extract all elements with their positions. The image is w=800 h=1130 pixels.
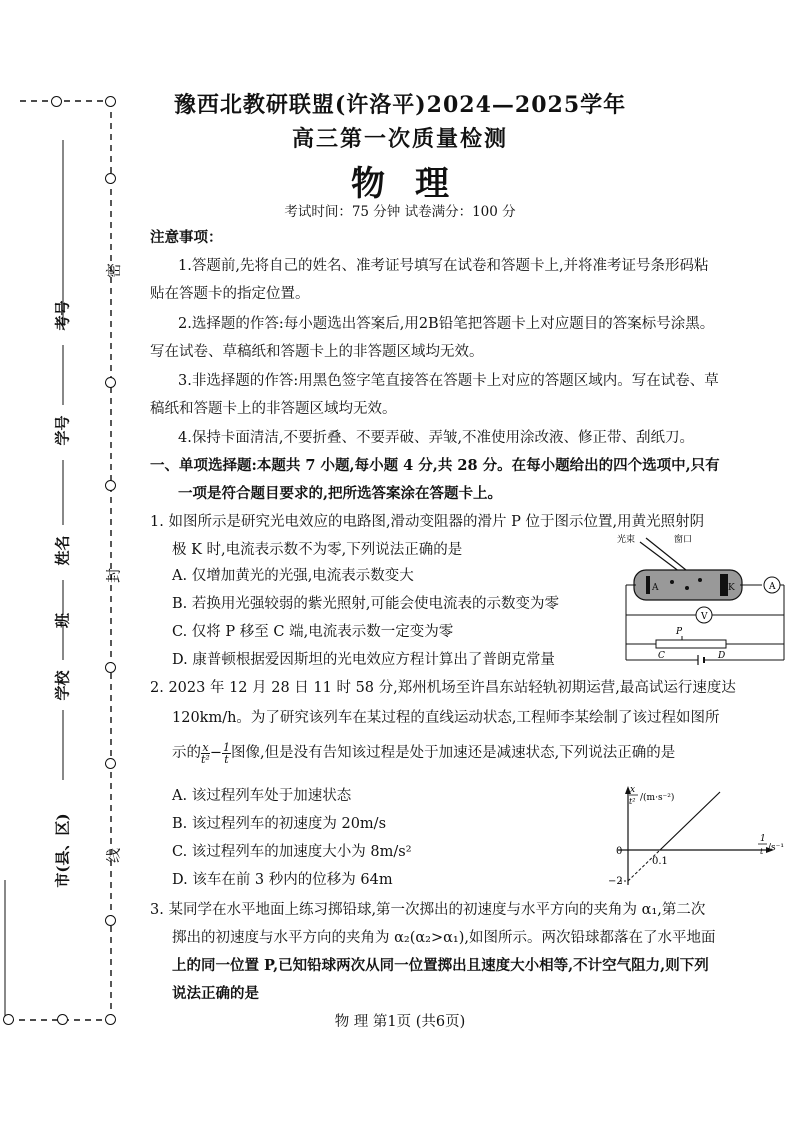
exam-meta: 考试时间：75 分钟 试卷满分：100 分 [284, 204, 516, 220]
note-3-cont: 稿纸和答题卡上的非答题区域均无效。 [150, 401, 397, 417]
binding-hole [105, 915, 116, 926]
exam-subtitle: 高三第一次质量检测 [291, 126, 508, 152]
q3-stem-line3: 上的同一位置 P,已知铅球两次从同一位置掷出且速度大小相等,不计空气阻力,则下列 [172, 957, 709, 974]
voltmeter-label: V [701, 612, 708, 622]
x-axis-frac-num: 1 [760, 834, 766, 844]
school-label: 学校 [53, 670, 72, 701]
note-4: 4.保持卡面清洁,不要折叠、不要弄破、弄皱,不准使用涂改液、修正带、刮纸刀。 [178, 430, 695, 446]
origin-label: 0 [616, 846, 623, 857]
slider-p-label: P [676, 627, 683, 637]
rheostat [656, 640, 726, 648]
q2-option-d: D. 该车在前 3 秒内的位移为 64m [172, 872, 393, 888]
q1-stem: 1. 如图所示是研究光电效应的电路图,滑动变阻器的滑片 P 位于图示位置,用黄光照射阴 [150, 514, 705, 530]
q3-stem: 3. 某同学在水平地面上练习掷铅球,第一次掷出的初速度与水平方向的夹角为 α₁,第二次 [150, 902, 706, 918]
q2-stem3-prefix: 示的 [172, 745, 201, 761]
binding-hole [105, 377, 116, 388]
seal-char-xian: 线 [104, 848, 123, 864]
x-intercept-label: 0.1 [652, 856, 668, 867]
y-axis-frac-num: x [630, 785, 636, 795]
x-over-t2-vs-1-over-t-graph [598, 780, 798, 892]
ammeter-label: A [769, 582, 776, 592]
seal-char-feng: 封 [104, 568, 123, 584]
end-c-label: C [658, 651, 665, 661]
q2-stem-cont: 120km/h。为了研究该列车在某过程的直线运动状态,工程师李某绘制了该过程如图所 [172, 710, 720, 726]
binding-hole [105, 662, 116, 673]
q1-option-a: A. 仅增加黄光的光强,电流表示数变大 [172, 568, 414, 584]
q2-option-a: A. 该过程列车处于加速状态 [172, 788, 352, 804]
q2-option-c: C. 该过程列车的加速度大小为 8m/s² [172, 844, 412, 860]
q1-option-b: B. 若换用光强较弱的紫光照射,可能会使电流表的示数变为零 [172, 596, 559, 612]
light-beam-label: 光束 [617, 535, 636, 545]
note-1-cont: 贴在答题卡的指定位置。 [150, 286, 310, 302]
exam-title: 豫西北教研联盟(许洛平)2024—2025学年 [173, 92, 627, 118]
section-heading: 一、单项选择题:本题共 7 小题,每小题 4 分,共 28 分。在每小题给出的四个选项中,只有 [150, 457, 720, 474]
x-axis-frac-den: t [760, 847, 764, 856]
name-label: 姓名 [53, 535, 72, 566]
binding-hole [105, 480, 116, 491]
y-axis-unit: /(m·s⁻²) [640, 793, 675, 803]
q1-stem-cont: 极 K 时,电流表示数不为零,下列说法正确的是 [172, 542, 463, 558]
q1-option-d: D. 康普顿根据爱因斯坦的光电效应方程计算出了普朗克常量 [172, 652, 555, 668]
anode-label: A [652, 583, 659, 593]
cathode-label: K [728, 583, 735, 593]
fraction-dash: − [209, 745, 222, 761]
note-3: 3.非选择题的作答:用黑色签字笔直接答在答题卡上对应的答题区域内。写在试卷、草 [178, 373, 719, 389]
city-county-label: 市(县、区) [53, 813, 72, 888]
fraction-1-over-t: $\frac{1}{t}$ [223, 740, 230, 766]
page-footer: 物 理 第1页 (共6页) [334, 1014, 466, 1030]
seal-char-mi: 密 [104, 263, 123, 279]
end-d-label: D [718, 651, 726, 661]
x-axis-unit: /s⁻¹ [768, 843, 785, 853]
note-2: 2.选择题的作答:每小题选出答案后,用2B铅笔把答题卡上对应题目的答案标号涂黑。 [178, 316, 715, 332]
photoelectric-circuit-figure [612, 530, 792, 670]
q2-option-b: B. 该过程列车的初速度为 20m/s [172, 816, 387, 832]
note-2-cont: 写在试卷、草稿纸和答题卡上的非答题区域均无效。 [150, 344, 484, 360]
q3-stem-line4: 说法正确的是 [172, 985, 259, 1002]
y-axis-frac-den: t² [629, 797, 636, 806]
student-id-label: 学号 [53, 415, 72, 446]
q3-stem-cont: 掷出的初速度与水平方向的夹角为 α₂(α₂>α₁),如图所示。两次铅球都落在了水平地面 [172, 930, 716, 946]
q2-stem3-suffix: 图像,但是没有告知该过程是处于加速还是减速状态,下列说法正确的是 [231, 745, 676, 761]
fraction-x-over-t2: $\frac{x}{\text{t²}}$ [201, 740, 210, 766]
notes-heading: 注意事项： [150, 229, 223, 246]
note-1: 1.答题前,先将自己的姓名、准考证号填写在试卷和答题卡上,并将准考证号条形码粘 [178, 258, 709, 274]
subject-title: 物理 [351, 164, 479, 204]
binding-hole [105, 758, 116, 769]
q1-option-c: C. 仅将 P 移至 C 端,电流表示数一定变为零 [172, 624, 454, 640]
y-intercept-label: −2 [608, 876, 623, 887]
q2-stem: 2. 2023 年 12 月 28 日 11 时 58 分,郑州机场至许昌东站轻轨初期运营,最高试运行速度达 [150, 680, 736, 696]
class-label: 班 [53, 613, 72, 629]
q2-stem-line3 [172, 738, 675, 768]
section-heading-cont: 一项是符合题目要求的,把所选答案涂在答题卡上。 [178, 485, 503, 502]
exam-number-label: 考号 [53, 300, 72, 331]
window-label: 窗口 [674, 535, 693, 545]
